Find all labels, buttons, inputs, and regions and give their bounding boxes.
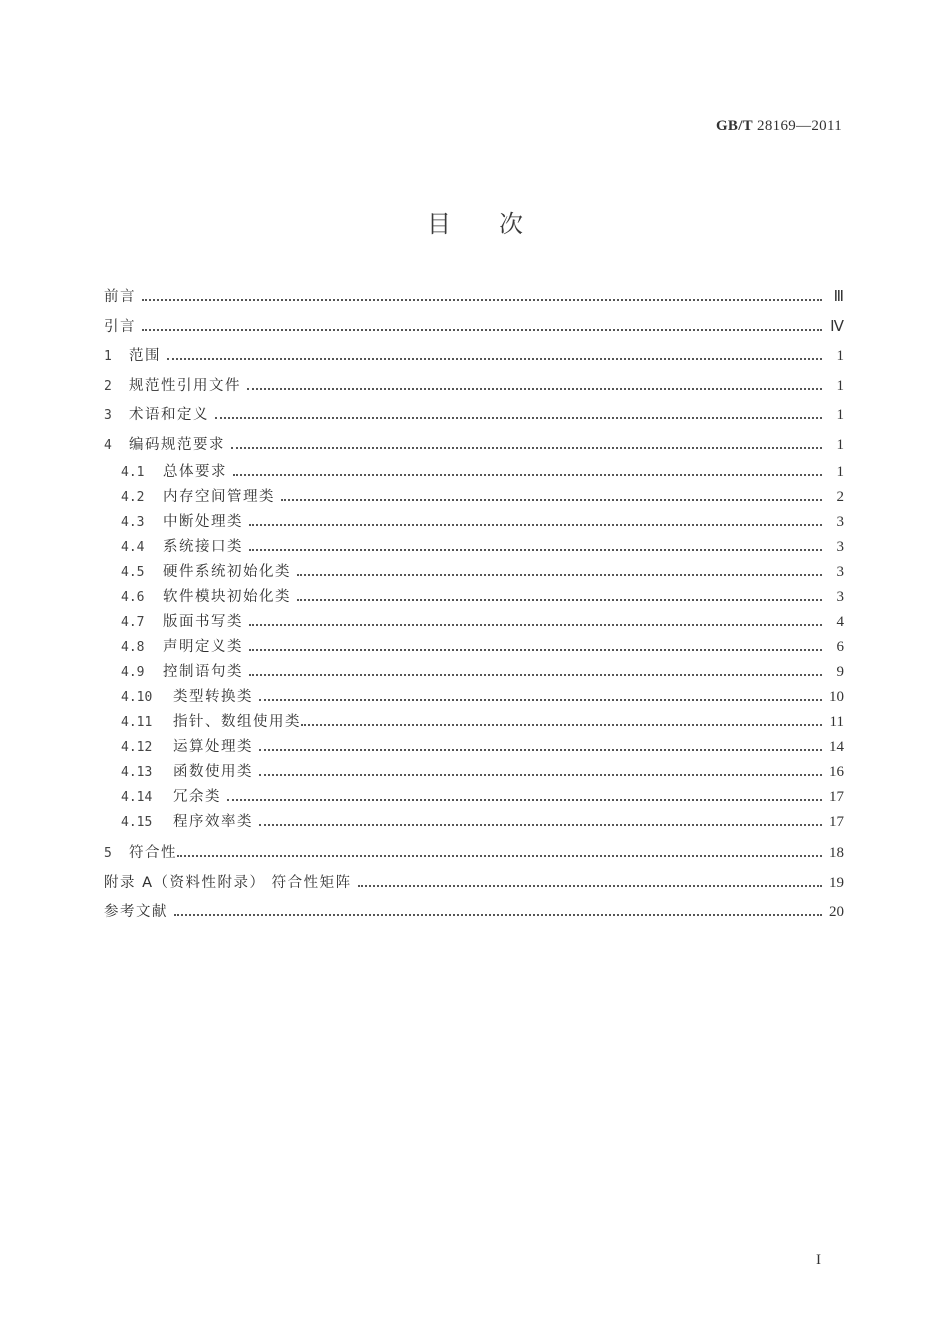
toc-number: 5 bbox=[104, 846, 112, 861]
toc-entry-appendix-a[interactable] bbox=[104, 869, 844, 899]
toc-page: 4 bbox=[836, 614, 844, 630]
toc-label: 运算处理类 bbox=[173, 739, 253, 755]
toc-entry-foreword[interactable] bbox=[104, 283, 844, 313]
toc-entry-4-14[interactable] bbox=[104, 785, 844, 810]
toc-page: 1 bbox=[836, 464, 844, 480]
toc-entry-4-9[interactable] bbox=[104, 660, 844, 685]
toc-label: 程序效率类 bbox=[173, 814, 253, 830]
dot-leader bbox=[233, 474, 822, 476]
toc-entry-4-6[interactable] bbox=[104, 585, 844, 610]
dot-leader bbox=[249, 549, 822, 551]
toc-entry-2[interactable] bbox=[104, 372, 844, 402]
toc-label: 前言 bbox=[104, 289, 136, 305]
toc-number: 4.11 bbox=[121, 715, 153, 730]
toc-page: 3 bbox=[836, 589, 844, 605]
toc-entry-4-7[interactable] bbox=[104, 610, 844, 635]
standard-prefix: GB/T bbox=[715, 118, 753, 134]
toc-number: 4.6 bbox=[121, 590, 145, 605]
toc-entry-4-10[interactable] bbox=[104, 685, 844, 710]
toc-label: 引言 bbox=[104, 318, 136, 335]
dot-leader bbox=[301, 724, 822, 726]
toc-number: 4.7 bbox=[121, 615, 145, 630]
toc-page: 17 bbox=[829, 789, 844, 805]
toc-page: 1 bbox=[836, 348, 844, 364]
toc-number: 2 bbox=[104, 378, 112, 394]
toc-page: 3 bbox=[836, 514, 844, 530]
toc-page: 3 bbox=[836, 564, 844, 580]
toc-entry-4-13[interactable] bbox=[104, 760, 844, 785]
toc-page: 16 bbox=[829, 764, 844, 780]
toc-number: 4.2 bbox=[121, 490, 145, 505]
toc-page: 1 bbox=[836, 436, 844, 453]
dot-leader bbox=[227, 799, 822, 801]
toc-number: 4.4 bbox=[121, 540, 145, 555]
toc-label: 中断处理类 bbox=[163, 514, 243, 530]
dot-leader bbox=[142, 329, 822, 331]
dot-leader bbox=[358, 885, 822, 887]
toc-label: 规范性引用文件 bbox=[129, 377, 241, 394]
toc-entry-4-15[interactable] bbox=[104, 810, 844, 835]
toc-number: 3 bbox=[104, 408, 112, 423]
page-number: I bbox=[816, 1252, 821, 1268]
dot-leader bbox=[247, 388, 822, 390]
table-of-contents bbox=[104, 283, 844, 928]
toc-label: 声明定义类 bbox=[163, 639, 243, 655]
toc-entry-4-12[interactable] bbox=[104, 735, 844, 760]
toc-number: 4.13 bbox=[121, 765, 153, 780]
toc-page: 17 bbox=[829, 814, 844, 830]
toc-page: 19 bbox=[829, 874, 844, 891]
toc-entry-4-5[interactable] bbox=[104, 560, 844, 585]
dot-leader bbox=[259, 749, 822, 751]
toc-label: 类型转换类 bbox=[173, 689, 253, 705]
dot-leader bbox=[259, 824, 822, 826]
standard-code bbox=[716, 118, 842, 135]
toc-page: 10 bbox=[829, 689, 844, 705]
toc-label: 软件模块初始化类 bbox=[163, 589, 291, 605]
dot-leader bbox=[281, 499, 822, 501]
title-char-1: 目 bbox=[427, 210, 451, 238]
toc-label: 内存空间管理类 bbox=[163, 489, 275, 505]
toc-label: 指针、数组使用类 bbox=[173, 714, 301, 730]
standard-number: 28169—2011 bbox=[757, 118, 842, 134]
toc-number: 4.12 bbox=[121, 740, 153, 755]
toc-label: 范围 bbox=[129, 348, 161, 364]
dot-leader bbox=[174, 914, 822, 916]
toc-entry-bibliography[interactable] bbox=[104, 898, 844, 928]
dot-leader bbox=[297, 574, 822, 576]
toc-page: 14 bbox=[829, 739, 844, 755]
dot-leader bbox=[259, 774, 822, 776]
dot-leader bbox=[142, 299, 822, 301]
toc-entry-4-1[interactable] bbox=[104, 460, 844, 485]
toc-number: 4.3 bbox=[121, 515, 145, 530]
toc-label: 附录 A（资料性附录） 符合性矩阵 bbox=[104, 874, 352, 891]
toc-entry-5[interactable] bbox=[104, 839, 844, 869]
toc-label: 控制语句类 bbox=[163, 664, 243, 680]
toc-label: 硬件系统初始化类 bbox=[163, 564, 291, 580]
toc-entry-3[interactable] bbox=[104, 401, 844, 431]
toc-entry-4-2[interactable] bbox=[104, 485, 844, 510]
toc-label: 总体要求 bbox=[163, 464, 227, 480]
toc-entry-4-11[interactable] bbox=[104, 710, 844, 735]
toc-number: 4.8 bbox=[121, 640, 145, 655]
toc-entry-introduction[interactable] bbox=[104, 313, 844, 343]
toc-page: Ⅲ bbox=[833, 289, 844, 305]
dot-leader bbox=[177, 855, 822, 857]
toc-number: 4.5 bbox=[121, 565, 145, 580]
toc-number: 4.1 bbox=[121, 465, 145, 480]
toc-number: 4.10 bbox=[121, 690, 153, 705]
dot-leader bbox=[249, 649, 822, 651]
toc-label: 冗余类 bbox=[173, 789, 221, 805]
toc-number: 1 bbox=[104, 349, 112, 364]
dot-leader bbox=[215, 417, 822, 419]
toc-page: 18 bbox=[829, 845, 844, 861]
toc-page: Ⅳ bbox=[830, 318, 844, 335]
toc-entry-1[interactable] bbox=[104, 342, 844, 372]
toc-page: 2 bbox=[836, 489, 844, 505]
toc-page: 3 bbox=[836, 539, 844, 555]
dot-leader bbox=[297, 599, 822, 601]
toc-label: 参考文献 bbox=[104, 904, 168, 920]
toc-entry-4[interactable] bbox=[104, 431, 844, 461]
toc-number: 4.15 bbox=[121, 815, 153, 830]
toc-entry-4-3[interactable] bbox=[104, 510, 844, 535]
toc-entry-4-4[interactable] bbox=[104, 535, 844, 560]
toc-label: 术语和定义 bbox=[129, 407, 209, 423]
dot-leader bbox=[249, 624, 822, 626]
page-title bbox=[0, 204, 950, 239]
toc-page: 6 bbox=[836, 639, 844, 655]
toc-label: 函数使用类 bbox=[173, 764, 253, 780]
toc-page: 9 bbox=[836, 664, 844, 680]
toc-label: 版面书写类 bbox=[163, 614, 243, 630]
dot-leader bbox=[167, 358, 822, 360]
dot-leader bbox=[249, 524, 822, 526]
toc-label: 编码规范要求 bbox=[129, 436, 225, 453]
toc-page: 1 bbox=[836, 377, 844, 394]
toc-number: 4.14 bbox=[121, 790, 153, 805]
title-char-2: 次 bbox=[499, 210, 523, 238]
toc-entry-4-8[interactable] bbox=[104, 635, 844, 660]
toc-label: 系统接口类 bbox=[163, 539, 243, 555]
toc-page: 20 bbox=[829, 904, 844, 920]
dot-leader bbox=[259, 699, 822, 701]
toc-page: 11 bbox=[829, 714, 844, 730]
toc-page: 1 bbox=[836, 407, 844, 423]
dot-leader bbox=[231, 447, 822, 449]
toc-number: 4 bbox=[104, 437, 112, 453]
dot-leader bbox=[249, 674, 822, 676]
toc-number: 4.9 bbox=[121, 665, 145, 680]
toc-label: 符合性 bbox=[129, 845, 177, 861]
